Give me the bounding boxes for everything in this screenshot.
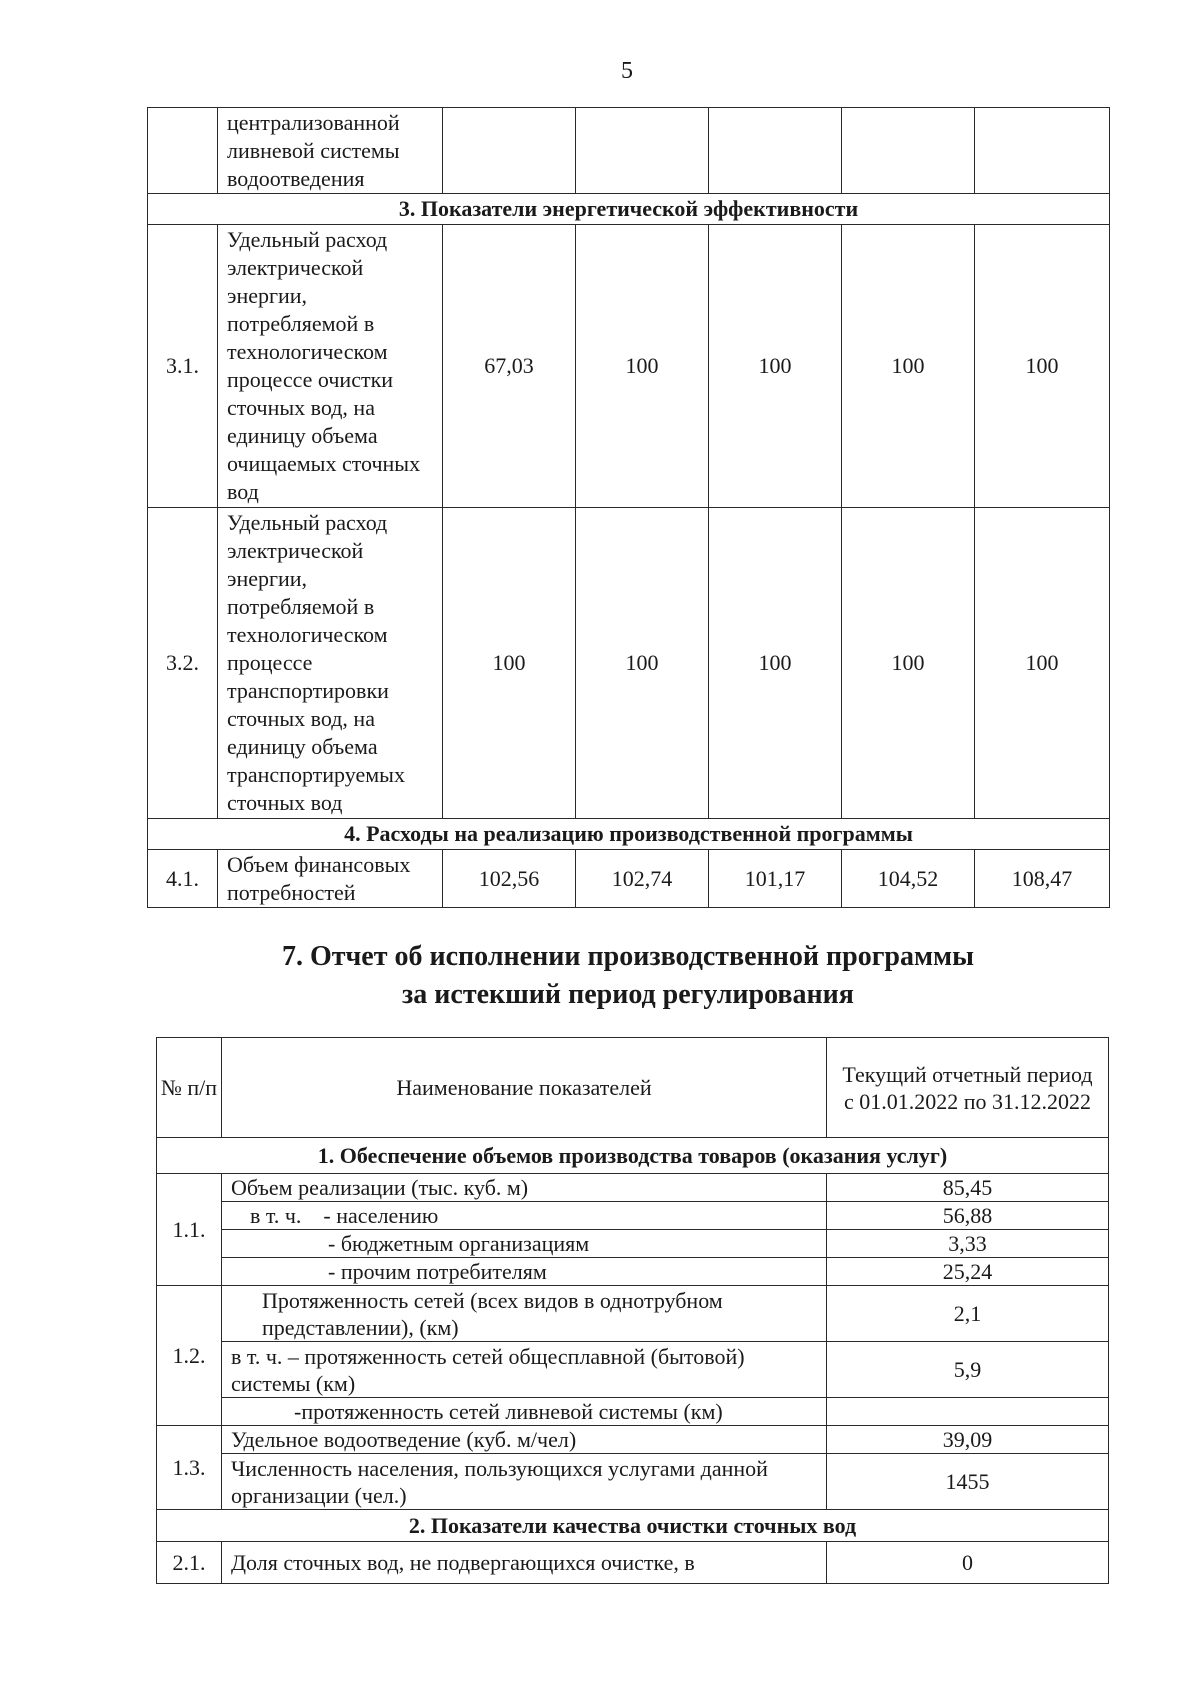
column-header-name: Наименование показателей xyxy=(222,1038,827,1138)
value-cell: 25,24 xyxy=(827,1258,1109,1286)
report-heading-line2: за истекший период регулирования xyxy=(402,979,854,1010)
value-cell: 5,9 xyxy=(827,1342,1109,1398)
value-cell xyxy=(827,1398,1109,1426)
column-header-number: № п/п xyxy=(157,1038,222,1138)
table-row xyxy=(157,1174,1109,1202)
table-header-row xyxy=(157,1038,1109,1138)
value-cell: 100 xyxy=(842,508,975,819)
table-row xyxy=(148,850,1110,908)
value-cell: 100 xyxy=(576,508,709,819)
value-cell: 56,88 xyxy=(827,1202,1109,1230)
section-row xyxy=(157,1510,1109,1542)
value-cell: 108,47 xyxy=(975,850,1110,908)
indicator-name: - прочим потребителям xyxy=(222,1258,827,1286)
indicator-name: - бюджетным организациям xyxy=(222,1230,827,1258)
value-cell: 1455 xyxy=(827,1454,1109,1510)
section-title: 1. Обеспечение объемов производства товаров (оказания услуг) xyxy=(157,1138,1109,1174)
table-row xyxy=(157,1230,1109,1258)
row-number: 2.1. xyxy=(157,1542,222,1584)
table-row xyxy=(157,1426,1109,1454)
value-cell: 101,17 xyxy=(709,850,842,908)
indicator-name: -протяженность сетей ливневой системы (км) xyxy=(222,1398,827,1426)
value-cell: 0 xyxy=(827,1542,1109,1584)
indicator-name: централизованной ливневой системы водоотведения xyxy=(218,108,443,194)
value-cell: 102,56 xyxy=(443,850,576,908)
value-cell: 102,74 xyxy=(576,850,709,908)
indicator-name: Удельное водоотведение (куб. м/чел) xyxy=(222,1426,827,1454)
value-cell: 100 xyxy=(975,225,1110,508)
value-cell: 39,09 xyxy=(827,1426,1109,1454)
indicator-name: Протяженность сетей (всех видов в однотрубном представлении), (км) xyxy=(222,1286,827,1342)
value-cell: 2,1 xyxy=(827,1286,1109,1342)
row-number: 3.1. xyxy=(148,225,218,508)
table-row xyxy=(157,1286,1109,1342)
indicator-name: Объем финансовых потребностей xyxy=(218,850,443,908)
indicator-name: Удельный расход электрической энергии, потребляемой в технологическом процессе транспортировки сточных вод, на единицу объема транспортируемых сточных вод xyxy=(218,508,443,819)
row-number: 1.2. xyxy=(157,1286,222,1426)
value-cell: 3,33 xyxy=(827,1230,1109,1258)
indicator-name: Удельный расход электрической энергии, потребляемой в технологическом процессе очистки сточных вод, на единицу объема очищаемых сточных вод xyxy=(218,225,443,508)
section-title: 4. Расходы на реализацию производственной программы xyxy=(148,819,1110,850)
page-number: 5 xyxy=(621,58,633,84)
table-row xyxy=(157,1258,1109,1286)
table-row xyxy=(157,1542,1109,1584)
value-cell: 100 xyxy=(443,508,576,819)
value-cell xyxy=(709,108,842,194)
value-cell: 100 xyxy=(709,508,842,819)
value-cell: 100 xyxy=(576,225,709,508)
value-cell: 100 xyxy=(975,508,1110,819)
table-row xyxy=(148,225,1110,508)
indicator-name: в т. ч. - населению xyxy=(222,1202,827,1230)
section-row xyxy=(148,194,1110,225)
value-cell xyxy=(443,108,576,194)
report-heading xyxy=(147,938,1109,1014)
table-row xyxy=(148,108,1110,194)
section-row xyxy=(157,1138,1109,1174)
table-row xyxy=(148,508,1110,819)
indicator-name: в т. ч. – протяженность сетей общесплавной (бытовой) системы (км) xyxy=(222,1342,827,1398)
table-row xyxy=(157,1202,1109,1230)
value-cell: 104,52 xyxy=(842,850,975,908)
value-cell xyxy=(975,108,1110,194)
value-cell: 100 xyxy=(709,225,842,508)
row-number: 3.2. xyxy=(148,508,218,819)
table-row xyxy=(157,1454,1109,1510)
report-table xyxy=(156,1037,1109,1584)
row-number: 4.1. xyxy=(148,850,218,908)
value-cell: 100 xyxy=(842,225,975,508)
row-number: 1.1. xyxy=(157,1174,222,1286)
section-row xyxy=(148,819,1110,850)
section-title: 2. Показатели качества очистки сточных вод xyxy=(157,1510,1109,1542)
report-heading-line1: 7. Отчет об исполнении производственной программы xyxy=(281,941,974,972)
row-number: 1.3. xyxy=(157,1426,222,1510)
indicator-name: Доля сточных вод, не подвергающихся очистке, в xyxy=(222,1542,827,1584)
indicator-name: Численность населения, пользующихся услугами данной организации (чел.) xyxy=(222,1454,827,1510)
table-row xyxy=(157,1342,1109,1398)
value-cell: 67,03 xyxy=(443,225,576,508)
value-cell xyxy=(576,108,709,194)
section-title: 3. Показатели энергетической эффективности xyxy=(148,194,1110,225)
table-row xyxy=(157,1398,1109,1426)
row-number xyxy=(148,108,218,194)
value-cell xyxy=(842,108,975,194)
indicators-table xyxy=(147,107,1110,908)
column-header-period: Текущий отчетный период с 01.01.2022 по 31.12.2022 xyxy=(827,1038,1109,1138)
indicator-name: Объем реализации (тыс. куб. м) xyxy=(222,1174,827,1202)
value-cell: 85,45 xyxy=(827,1174,1109,1202)
